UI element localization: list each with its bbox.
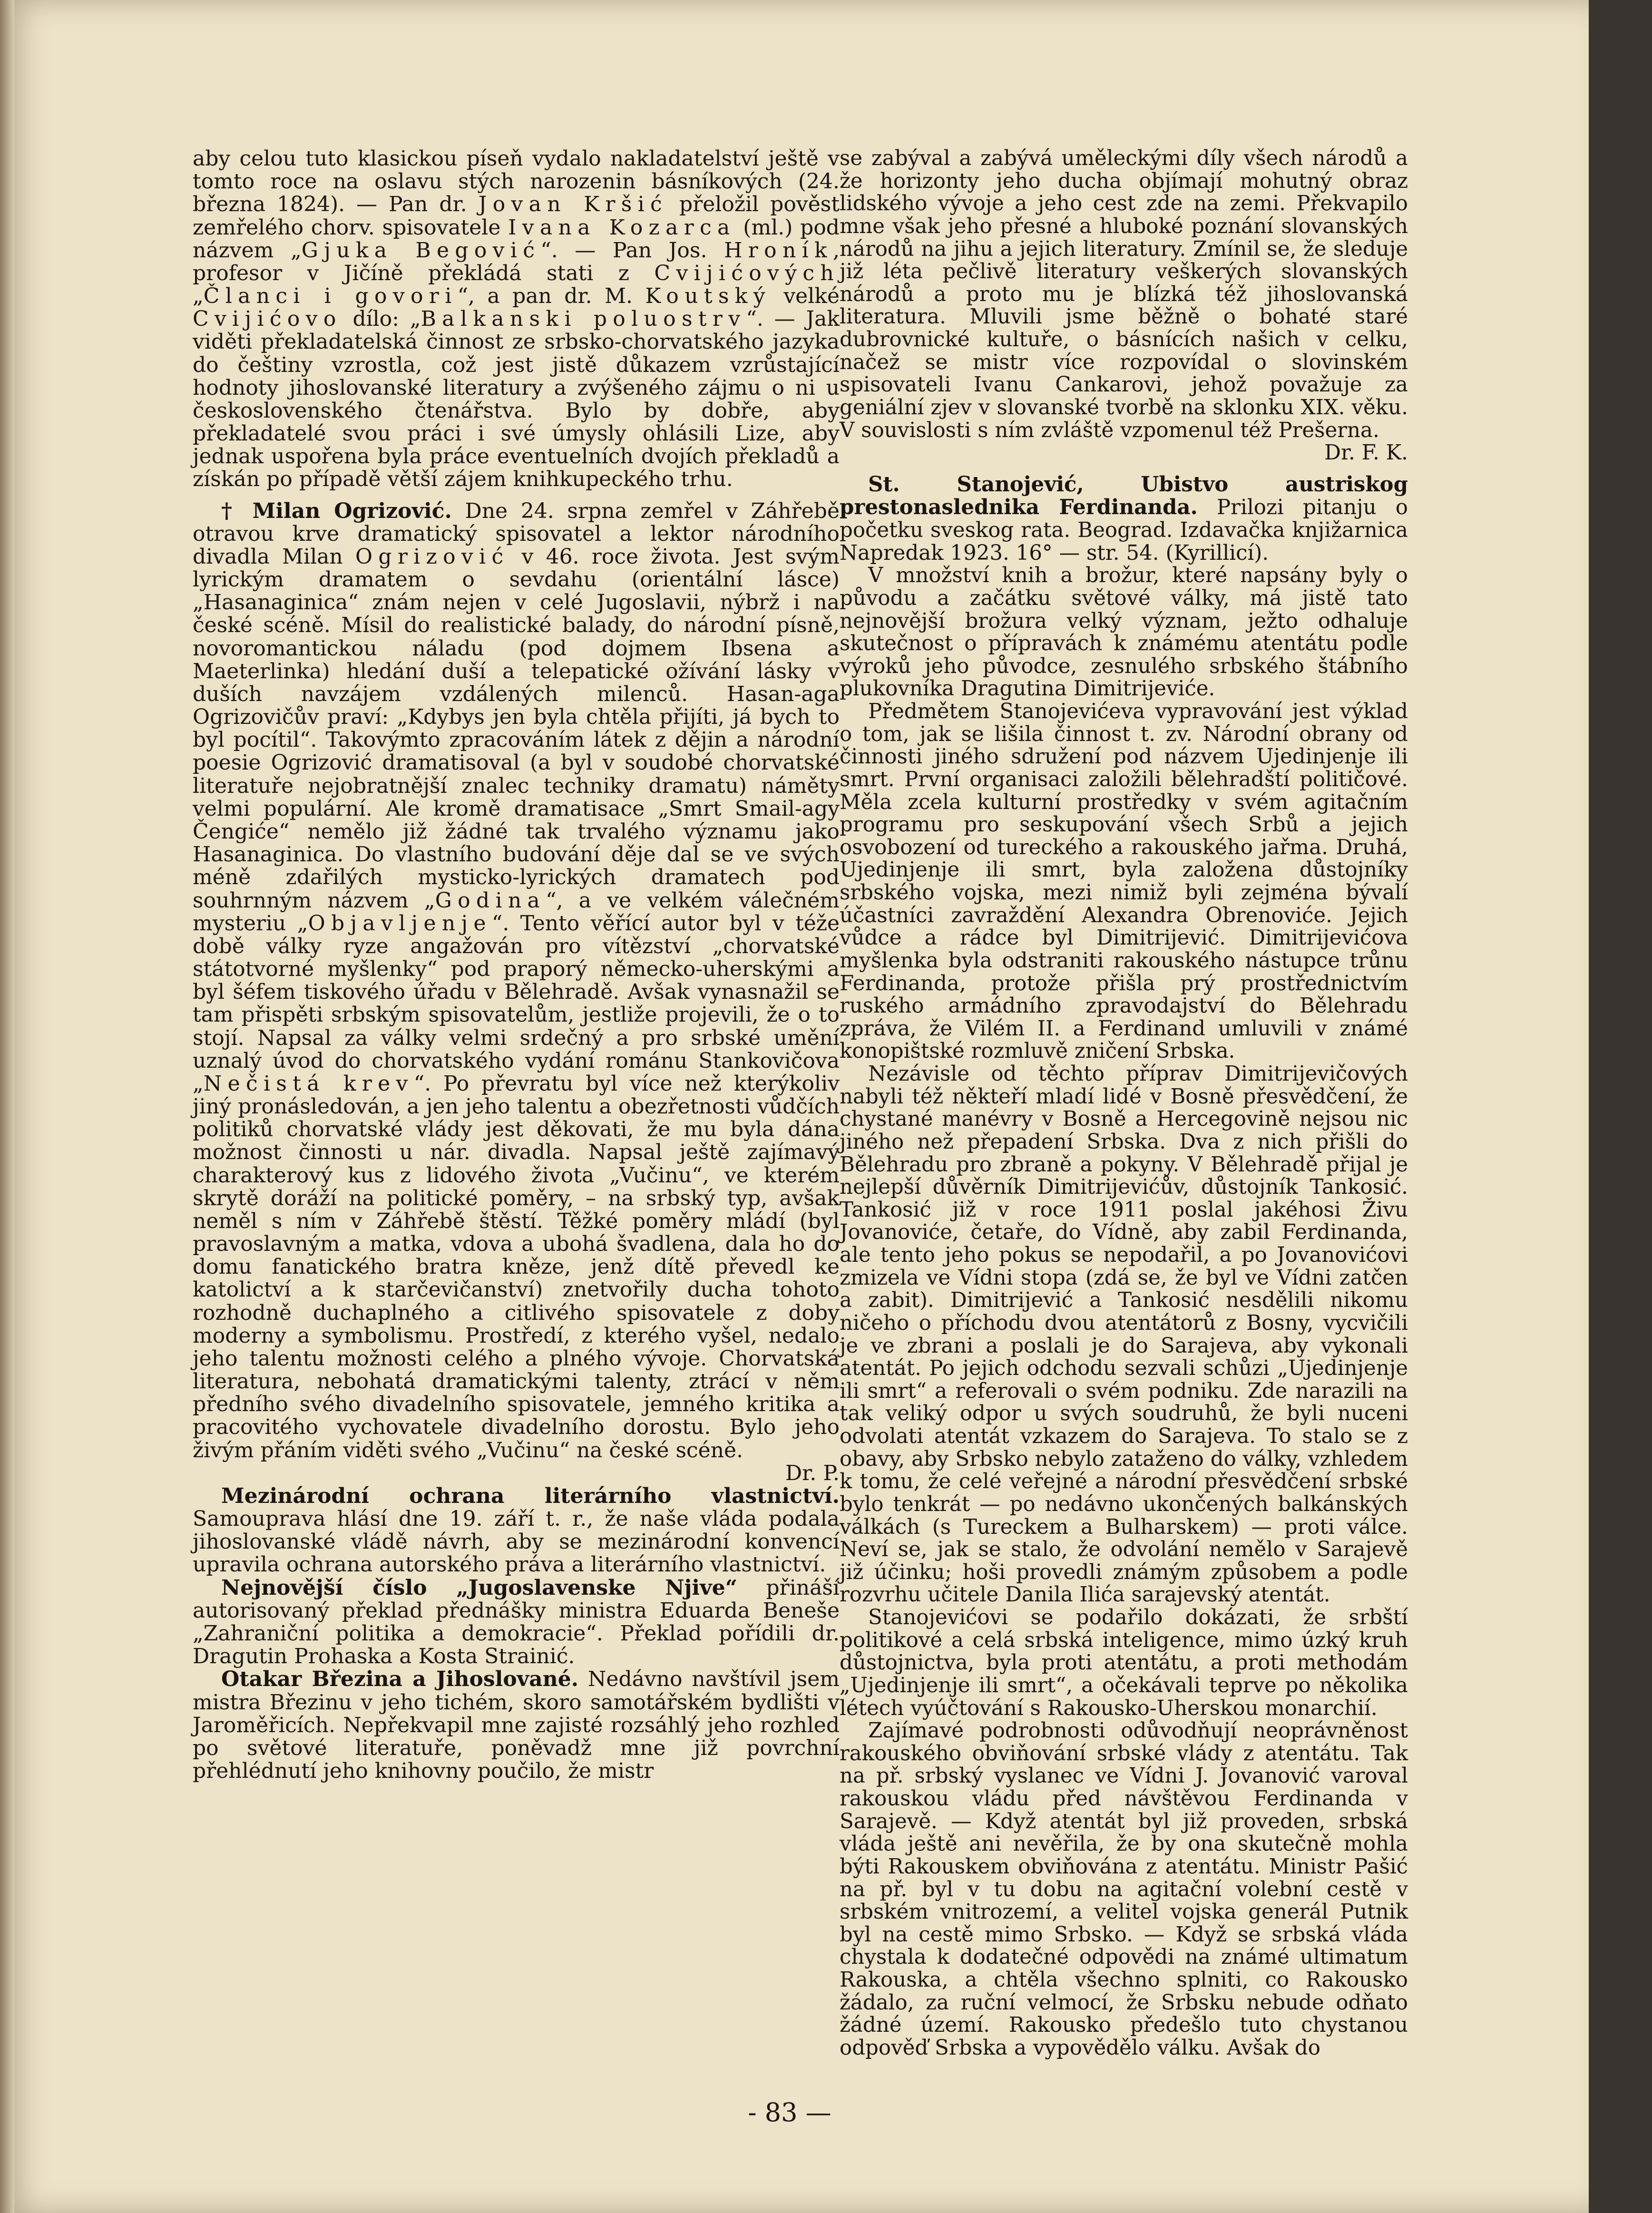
paragraph-translations: aby celou tuto klasickou píseň vydalo nakladatelství ještě v tomto roce na oslavu stých narozenin básníkových (24. března 1824). — Pan dr. Jovan Kršić přeložil pověst zemřelého chorv. spisovatele Ivana Kozarca (ml.) pod názvem „Gjuka Begović“. — Pan Jos. Hroník, profesor v Jičíně překládá stati z Cvijićových „Članci i govori“, a pan dr. M. Koutský velké Cvijićovo dílo: „Balkanski poluostrv“. — Jak viděti překladatelská činnost ze srbsko-chorvatského jazyka do češtiny vzrostla, což jest jistě důkazem vzrůstající hodnoty jihoslovanské literatury a zvýšeného zájmu o ni u československého čtenářstva. Bylo by dobře, aby překladatelé svou práci i své úmysly ohlásili Lize, aby jednak uspořena byla práce eventuelních dvojích překladů a získán po případě větší zájem knihkupeckého trhu. [193,146,840,492]
copyright-heading: Mezinárodní ochrana literárního vlastnictví. [221,1483,840,1508]
signature-dr-p: Dr. P. [785,1461,840,1485]
paragraph-copyright: Mezinárodní ochrana literárního vlastnictví. Samouprava hlásí dne 19. září t. r., že naše vláda podala jihoslovanské vládě návrh, aby se mezinárodní konvencí upravila ochrana autorského práva a literárního vlastnictví. [193,1483,840,1577]
right-column [840,147,1408,2060]
review-heading: St. Stanojević, Ubistvo austriskog prestonaslednika Ferdinanda. [840,472,1408,520]
paragraph-brezina-continued: se zabýval a zabývá uměleckými díly všech národů a že horizonty jeho ducha objímají mohutný obraz lidského vývoje a jeho cest zde na zemi. Překvapilo mne však jeho přesné a hluboké poznání slovanských národů na jihu a jejich literatury. Zmínil se, že sleduje již léta pečlivě literatury veškerých slovanských národů a proto mu je blízká též jihoslovanská literatura. Mluvili jsme běžně o bohaté staré dubrovnické kultuře, o básnících našich v celku, načež se mistr více rozpovídal o slovinském spisovateli Ivanu Cankarovi, jehož považuje za geniální zjev v slovanské tvorbě na sklonku XIX. věku. V souvislosti s ním zvláště vzpomenul též Prešerna. [840,146,1408,442]
paragraph-njive: Nejnovější číslo „Jugoslavenske Njive“ přináší autorisovaný překlad přednášky ministra Eduarda Beneše „Zahraniční politika a demokracie“. Překlad pořídili dr. Dragutin Prohaska a Kosta Strainić. [193,1575,840,1669]
njive-heading: Nejnovější číslo „Jugoslavenske Njive“ [221,1575,738,1600]
left-column [193,147,840,1783]
page-number: - 83 — [748,2097,831,2127]
review-paragraph-5: Zajímavé podrobnosti odůvodňují neoprávněnost rakouského obviňování srbské vlády z atentátu. Tak na př. srbský vyslanec ve Vídni J. Jovanović varoval rakouskou vládu před návštěvou Ferdinanda v Sarajevě. — Když atentát byl již proveden, srbská vláda ještě ani nevěřila, že by ona skutečně mohla býti Rakouskem obviňována z atentátu. Ministr Pašić na př. byl v tu dobu na agitační volební cestě v srbském vnitrozemí, a velitel vojska generál Putnik byl na cestě mimo Srbsko. — Když se srbská vláda chystala k dodatečné odpovědi na známé ultimatum Rakouska, a chtěla všechno splniti, co Rakousko žádalo, za ruční velmocí, že Srbsku nebude odňato žádné území. Rakousko předešlo tuto chystanou odpověď Srbska a vypovědělo válku. Avšak do [840,1719,1408,2060]
paragraph-brezina: Otakar Březina a Jihoslované. Nedávno navštívil jsem mistra Březinu v jeho tichém, skoro samotářském bydlišti v Jaroměřicích. Nepřekvapil mne zajisté rozsáhlý jeho rozhled po světové literatuře, poněvadž mne již povrchní přehlédnutí jeho knihovny poučilo, že mistr [193,1667,840,1784]
book-binding-edge [0,0,14,2213]
review-paragraph-4: Stanojevićovi se podařilo dokázati, že srbští politikové a celá srbská inteligence, mimo úzký kruh důstojnictva, byla proti atentátu, a proti methodám „Ujedinjenje ili smrt“, a očekávali teprve po několika létech vyúčtování s Rakousko-Uherskou monarchií. [840,1606,1408,1720]
obituary-heading: † Milan Ogrizović. [221,498,452,523]
signature-dr-fk: Dr. F. K. [1324,441,1408,465]
review-paragraph-2: Předmětem Stanojevićeva vypravování jest výklad o tom, jak se lišila činnost t. zv. Národní obrany od činnosti jiného sdružení pod názvem Ujedinjenje ili smrt. První organisaci založili bělehradští političové. Měla zcela kulturní prostředky v svém agitačním programu pro seskupování všech Srbů a jejich osvobození od tureckého a rakouského jařma. Druhá, Ujedinjenje ili smrt, byla založena důstojníky srbského vojska, mezi nimiž byli zejména bývalí účastníci zavraždění Alexandra Obrenoviće. Jejich vůdce a rádce byl Dimitrijević. Dimitrijevićova myšlenka byla odstraniti rakouského nástupce trůnu Ferdinanda, protože přišla prý prostřednictvím ruského armádního zpravodajství do Bělehradu zpráva, že Vilém II. a Ferdinand umluvili v známé konopištské rozmluvě zničení Srbska. [840,700,1408,1063]
brezina-heading: Otakar Březina a Jihoslované. [221,1667,579,1692]
review-paragraph-3: Nezávisle od těchto příprav Dimitrijevičových nabyli též někteří mladí lidé v Bosně přesvědčení, že chystané manévry v Bosně a Hercegovině nejsou nic jiného než přepadení Srbska. Dva z nich přišli do Bělehradu pro zbraně a pokyny. V Bělehradě přijal je nejlepší důvěrník Dimitrijevićův, důstojník Tankosić. Tankosić již v roce 1911 poslal jakéhosi Živu Jovanoviće, četaře, do Vídně, aby zabil Ferdinanda, ale tento jeho pokus se nepodařil, a po Jovanovićovi zmizela ve Vídni stopa (zdá se, že byl ve Vídni zatčen a zabit). Dimitrijević a Tankosić nesdělili nikomu ničeho o příchodu dvou atentátorů z Bosny, vycvičili je ve zbrani a poslali je do Sarajeva, aby vykonali atentát. Po jejich odchodu sezvali schůzi „Ujedinjenje ili smrt“ a referovali o svém podniku. Zde narazili na tak veliký odpor u svých soudruhů, že byli nuceni odvolati atentát vzkazem do Sarajeva. To stalo se z obavy, aby Srbsko nebylo zataženo do války, vzhledem k tomu, že celé veřejné a národní přesvědčení srbské bylo tenkrát — po nedávno ukončených balkánských válkách (s Tureckem a Bulharskem) — proti válce. Neví se, jak se stalo, že odvolání nemělo v Sarajevě již účinku; hoši provedli známým způsobem a podle rozvrhu učitele Danila Ilića sarajevský atentát. [840,1062,1408,1607]
obituary-ogrizovic: † Milan Ogrizović. Dne 24. srpna zemřel v Záhřebě otravou krve dramatický spisovatel a lektor národního divadla Milan Ogrizović v 46. roce života. Jest svým lyrickým dramatem o sevdahu (orientální lásce) „Hasanaginica“ znám nejen v celé Jugoslavii, nýbrž i na české scéně. Mísil do realistické balady, do národní písně, novoromantickou náladu (pod dojmem Ibsena a Maeterlinka) hledání duší a telepatické ožívání lásky v duších navzájem vzdálených milenců. Hasan-aga Ogrizovičův praví: „Kdybys jen byla chtěla přijíti, já bych to byl pocítil“. Takovýmto zpracováním látek z dějin a národní poesie Ogrizović dramatisoval (a byl v soudobé chorvatské literatuře nejobratnější znalec techniky dramatu) náměty velmi populární. Ale kromě dramatisace „Smrt Smail-agy Čengiće“ nemělo již žádné tak trvalého významu jako Hasanaginica. Do vlastního budování děje dal se ve svých méně zdařilých mysticko-lyrických dramatech pod souhrnným názvem „Godina“, a ve velkém válečném mysteriu „Objavljenje“. Tento věřící autor byl v téže době války ryze angažován pro vítězství „chorvatské státotvorné myšlenky“ pod praporý německo-uherskými a byl šéfem tiskového úřadu v Bělehradě. Avšak vynasnažil se tam přispěti srbským spisovatelům, jestliže projevili, že o to stojí. Napsal za války velmi srdečný a pro srbské umění uznalý úvod do chorvatského vydání románu Stankovičova „Nečistá krev“. Po převratu byl více než kterýkoliv jiný pronásledován, a jen jeho talentu a obezřetnosti vůdčích politiků chorvatské vlády jest děkovati, že mu byla dána možnost činnosti u nár. divadla. Napsal ještě zajímavý charakterový kus z lidového života „Vučinu“, ve kterém skrytě doráží na politické poměry, – na srbský typ, avšak neměl s ním v Záhřebě štěstí. Těžké poměry mládí (byl pravoslavným a matka, vdova a ubohá švadlena, dala ho do domu fanatického bratra kněze, jenž dítě převedl ke katolictví a k starčevičanství) znetvořily ducha tohoto rozhodně duchaplného a citlivého spisovatele z doby moderny a symbolismu. Prostředí, z kterého vyšel, nedalo jeho talentu možnosti celého a plného vývoje. Chorvatská literatura, nebohatá dramatickými talenty, ztrácí v něm předního svého divadelního spisovatele, jemného kritika a pracovitého vychovatele divadelního dorostu. Bylo jeho živým přáním viděti svého „Vučinu“ na české scéně. [193,498,840,1462]
review-paragraph-1: V množství knih a brožur, které napsány byly o původu a začátku světové války, má jistě tato nejnovější brožura velký význam, ježto odhaluje skutečnost o přípravách k známému atentátu podle výroků jeho původce, zesnulého srbského štábního plukovníka Dragutina Dimitrijeviće. [840,564,1408,701]
review-stanojevic: St. Stanojević, Ubistvo austriskog prestonaslednika Ferdinanda. Prilozi pitanju o početku sveskog rata. Beograd. Izdavačka knjižarnica Napredak 1923. 16° — str. 54. (Kyrillicí). [840,472,1408,565]
